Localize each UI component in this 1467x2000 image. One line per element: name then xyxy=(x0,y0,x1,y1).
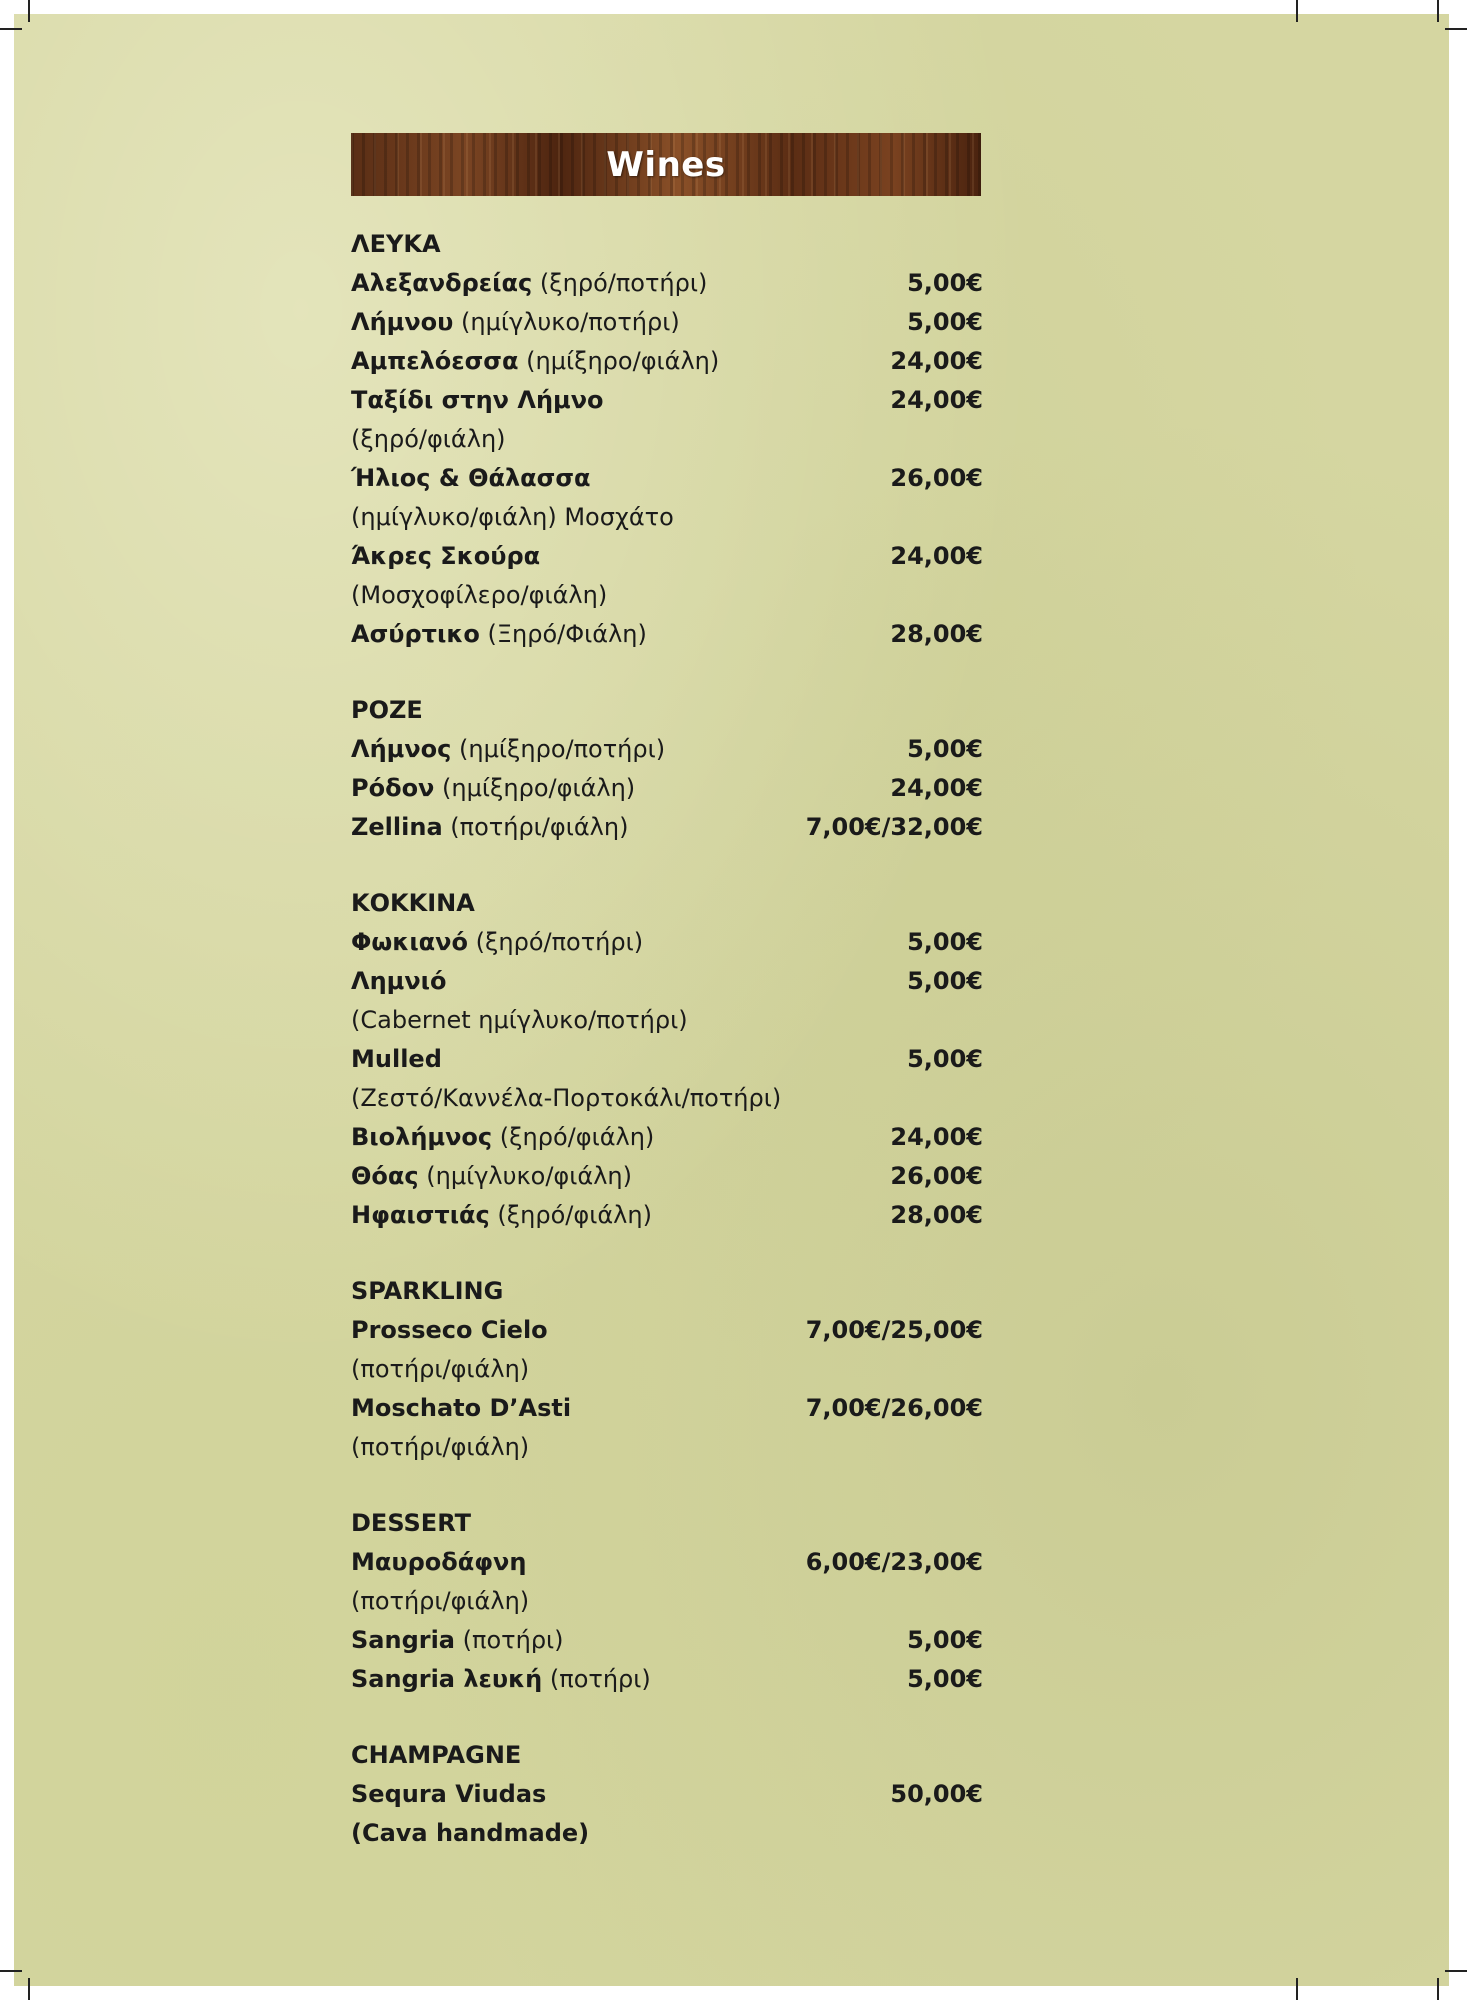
wine-price: 5,00€ xyxy=(907,308,983,336)
wine-name: Άκρες Σκούρα xyxy=(351,542,541,570)
menu-item-line xyxy=(351,264,707,303)
crop-mark-top-left-v xyxy=(28,0,30,22)
wine-description: (ημίξηρο/ποτήρι) xyxy=(459,735,666,763)
wine-name: Αμπελόεσσα xyxy=(351,347,519,375)
menu-item-line xyxy=(351,1660,651,1699)
menu-item-text xyxy=(351,1311,548,1389)
wine-price: 24,00€ xyxy=(890,347,983,375)
menu-item xyxy=(351,342,983,381)
wine-description: (ξηρό/φιάλη) xyxy=(351,425,506,453)
menu-item-line xyxy=(351,537,607,576)
wine-price: 5,00€ xyxy=(907,928,983,956)
menu-item-text xyxy=(351,303,680,342)
wine-name: Moschato D’Asti xyxy=(351,1394,572,1422)
wine-description: (Cava handmade) xyxy=(351,1819,590,1847)
menu-item-line xyxy=(351,1389,571,1428)
menu-item-line xyxy=(351,1543,529,1582)
menu-item-line xyxy=(351,1118,654,1157)
crop-mark-top-right-v xyxy=(1437,0,1439,22)
menu-item xyxy=(351,1196,983,1235)
menu-item-text xyxy=(351,1543,529,1621)
menu-item-text xyxy=(351,1118,654,1157)
page-title: Wines xyxy=(606,144,726,185)
section-title: ΚΟΚΚΙΝΑ xyxy=(351,889,475,917)
menu-item-text xyxy=(351,264,707,303)
menu-item-text xyxy=(351,1389,571,1467)
menu-item-text xyxy=(351,537,607,615)
wine-description: (ξηρό/φιάλη) xyxy=(497,1201,652,1229)
wine-name: Zellina xyxy=(351,813,443,841)
menu-section xyxy=(351,1736,983,1853)
wine-description: (ποτήρι/φιάλη) xyxy=(351,1587,530,1615)
wine-name: Prosseco Cielo xyxy=(351,1316,548,1344)
menu-item-line xyxy=(351,769,635,808)
menu-item xyxy=(351,537,983,615)
wine-description: (ημίγλυκο/φιάλη) Μοσχάτο xyxy=(351,503,674,531)
wine-name: Ταξίδι στην Λήμνο xyxy=(351,386,604,414)
wine-description: (ημίξηρο/φιάλη) xyxy=(442,774,636,802)
menu-section xyxy=(351,1504,983,1699)
menu-item-line xyxy=(351,1157,632,1196)
wine-description: (Μοσχοφίλερο/φιάλη) xyxy=(351,581,608,609)
wine-price: 5,00€ xyxy=(907,735,983,763)
wine-description: (ποτήρι) xyxy=(462,1626,564,1654)
menu-item-text xyxy=(351,1157,632,1196)
menu-item-text xyxy=(351,1660,651,1699)
menu-item-line xyxy=(351,1311,548,1350)
menu-item xyxy=(351,769,983,808)
wine-price: 6,00€/23,00€ xyxy=(805,1548,983,1576)
wine-name: Sangria xyxy=(351,1626,456,1654)
menu-item xyxy=(351,1157,983,1196)
menu-item xyxy=(351,459,983,537)
wine-name: Θόας xyxy=(351,1162,419,1190)
wine-name: Mulled xyxy=(351,1045,442,1073)
wine-description: (ημίγλυκο/ποτήρι) xyxy=(461,308,680,336)
crop-mark-bottom-right-h xyxy=(1445,1970,1467,1972)
wine-price: 26,00€ xyxy=(890,464,983,492)
wine-description: (Ζεστό/Καννέλα-Πορτοκάλι/ποτήρι) xyxy=(351,1084,782,1112)
wine-price: 5,00€ xyxy=(907,1665,983,1693)
wine-name: Ασύρτικο xyxy=(351,620,480,648)
wine-price: 7,00€/26,00€ xyxy=(805,1394,983,1422)
wine-name: Λήμνου xyxy=(351,308,454,336)
wine-price: 5,00€ xyxy=(907,1626,983,1654)
wine-price: 7,00€/25,00€ xyxy=(805,1316,983,1344)
menu-item-text xyxy=(351,1775,589,1853)
crop-mark-top-left-v2 xyxy=(1296,0,1298,22)
wine-name: Φωκιανό xyxy=(351,928,468,956)
menu-item-line xyxy=(351,1775,589,1814)
menu-item-line xyxy=(351,808,628,847)
menu-item-line xyxy=(351,459,674,498)
menu-item-line xyxy=(351,303,680,342)
wine-description: (ποτήρι/φιάλη) xyxy=(351,1433,530,1461)
menu-item xyxy=(351,1775,983,1853)
wine-name: Βιολήμνος xyxy=(351,1123,493,1151)
crop-mark-top-left-h xyxy=(0,28,22,30)
menu-item-text xyxy=(351,962,688,1040)
wine-price: 28,00€ xyxy=(890,620,983,648)
menu-item xyxy=(351,962,983,1040)
menu-item-line xyxy=(351,342,719,381)
section-title: SPARKLING xyxy=(351,1277,504,1305)
wine-name: Sangria λευκή xyxy=(351,1665,543,1693)
wine-description: (ποτήρι) xyxy=(549,1665,651,1693)
menu-item-text xyxy=(351,923,643,962)
wine-price: 5,00€ xyxy=(907,967,983,995)
wine-price: 26,00€ xyxy=(890,1162,983,1190)
wine-description: (ημίξηρο/φιάλη) xyxy=(526,347,720,375)
wine-description: (Cabernet ημίγλυκο/ποτήρι) xyxy=(351,1006,688,1034)
wine-price: 28,00€ xyxy=(890,1201,983,1229)
menu-item xyxy=(351,381,983,459)
menu-item-line xyxy=(351,730,665,769)
menu-item-text xyxy=(351,730,665,769)
wine-description: (ποτήρι/φιάλη) xyxy=(450,813,629,841)
menu-item xyxy=(351,1389,983,1467)
wine-description: (ξηρό/φιάλη) xyxy=(499,1123,655,1151)
menu-section xyxy=(351,1272,983,1467)
menu-item-line xyxy=(351,962,688,1001)
wine-name: Αλεξανδρείας xyxy=(351,269,533,297)
wine-price: 24,00€ xyxy=(890,774,983,802)
section-title: DESSERT xyxy=(351,1509,471,1537)
menu-item-text xyxy=(351,808,628,847)
menu-item xyxy=(351,1118,983,1157)
wine-name: Ήλιος & Θάλασσα xyxy=(351,464,591,492)
menu-item-text xyxy=(351,1196,652,1235)
crop-mark-bottom-right-v xyxy=(1437,1978,1439,2000)
wine-name: Λημνιό xyxy=(351,967,447,995)
menu-item xyxy=(351,1311,983,1389)
menu-item xyxy=(351,730,983,769)
wine-price: 50,00€ xyxy=(890,1780,983,1808)
section-title: CHAMPAGNE xyxy=(351,1741,522,1769)
wine-price: 24,00€ xyxy=(890,542,983,570)
wine-price: 7,00€/32,00€ xyxy=(805,813,983,841)
wine-price: 24,00€ xyxy=(890,386,983,414)
wine-name: Ηφαιστιάς xyxy=(351,1201,490,1229)
wine-name: Ρόδον xyxy=(351,774,435,802)
wine-description: (ποτήρι/φιάλη) xyxy=(351,1355,530,1383)
menu-item-text xyxy=(351,459,674,537)
crop-mark-bottom-v2 xyxy=(1296,1978,1298,2000)
menu-item-text xyxy=(351,615,647,654)
wine-description: (Ξηρό/Φιάλη) xyxy=(487,620,647,648)
section-title: ΛΕΥΚΑ xyxy=(351,230,441,258)
menu-item-line xyxy=(351,1621,564,1660)
menu-item-text xyxy=(351,769,635,808)
wine-description: (ξηρό/ποτήρι) xyxy=(475,928,644,956)
menu-item-line xyxy=(351,615,647,654)
menu-section xyxy=(351,884,983,1235)
wine-price: 5,00€ xyxy=(907,269,983,297)
wine-description: (ξηρό/ποτήρι) xyxy=(539,269,708,297)
menu-section xyxy=(351,225,983,654)
menu-section xyxy=(351,691,983,847)
wine-price: 24,00€ xyxy=(890,1123,983,1151)
menu-item xyxy=(351,808,983,847)
wine-name: Sequra Viudas xyxy=(351,1780,547,1808)
menu-item xyxy=(351,1621,983,1660)
menu-item-line xyxy=(351,1040,781,1079)
menu-item xyxy=(351,1543,983,1621)
menu-item xyxy=(351,1040,983,1118)
wine-description: (ημίγλυκο/φιάλη) xyxy=(426,1162,632,1190)
menu-item xyxy=(351,303,983,342)
menu-item xyxy=(351,1660,983,1699)
menu-item-text xyxy=(351,1621,564,1660)
menu-item-text xyxy=(351,342,719,381)
menu-item xyxy=(351,615,983,654)
crop-mark-bottom-left-h xyxy=(0,1970,22,1972)
crop-mark-bottom-left-v xyxy=(28,1978,30,2000)
wine-name: Μαυροδάφνη xyxy=(351,1548,527,1576)
wine-menu xyxy=(351,225,983,1890)
wine-price: 5,00€ xyxy=(907,1045,983,1073)
menu-item xyxy=(351,923,983,962)
menu-item-line xyxy=(351,923,643,962)
menu-item xyxy=(351,264,983,303)
crop-mark-top-right-h xyxy=(1445,28,1467,30)
section-title: ΡΟΖΕ xyxy=(351,696,423,724)
menu-item-text xyxy=(351,381,604,459)
menu-item-text xyxy=(351,1040,781,1118)
menu-item-line xyxy=(351,1196,652,1235)
wine-name: Λήμνος xyxy=(351,735,452,763)
menu-item-line xyxy=(351,381,604,420)
wines-header-banner xyxy=(351,133,981,196)
